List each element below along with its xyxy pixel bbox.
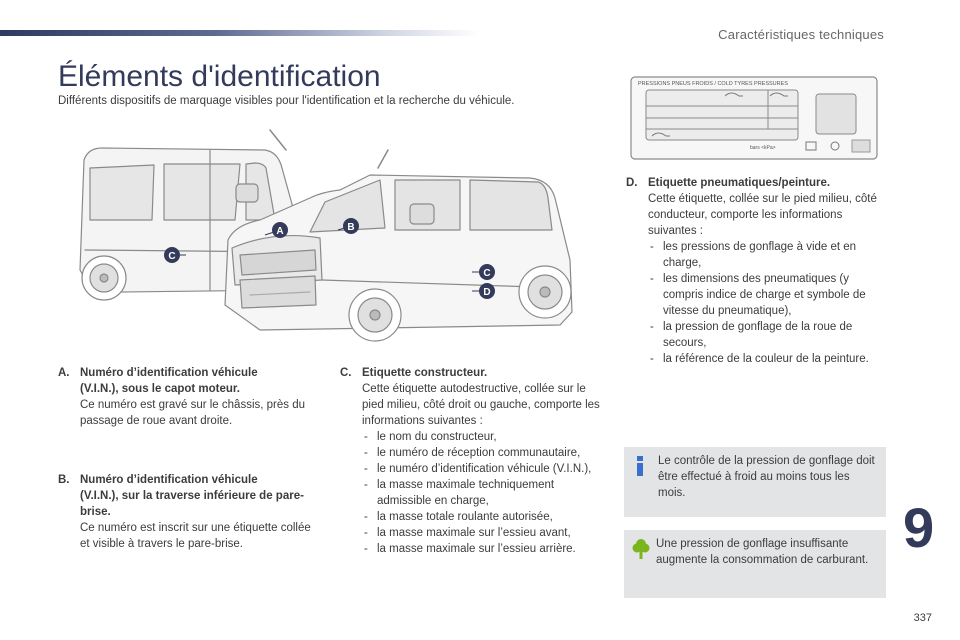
item-c-body: Cette étiquette autodestructive, collée sur le pied milieu, côté droit ou gauche, comporte les informations suivantes : (362, 383, 600, 427)
list-item: - la pression de gonflage de la roue de secours, (648, 319, 891, 351)
item-d-header (626, 175, 891, 191)
info-note-text: Le contrôle de la pression de gonflage doit être effectué à froid au moins tous les mois. (658, 455, 875, 499)
item-b-vin-windscreen (58, 472, 318, 552)
svg-text:PRESSIONS PNEUS FROIDS / COLD: PRESSIONS PNEUS FROIDS / COLD TYRES PRESSURES (638, 81, 788, 87)
page-title: Éléments d'identification (58, 60, 381, 93)
item-c-header (340, 365, 610, 381)
item-a-title-line1: Numéro d’identification véhicule (80, 367, 258, 379)
eco-note (624, 530, 886, 598)
page-subtitle: Différents dispositifs de marquage visibles pour l'identification et la recherche du véhicule. (58, 95, 515, 107)
item-b-title-line2: (V.I.N.), sur la traverse inférieure de pare-brise. (80, 490, 304, 518)
item-b-header (58, 472, 318, 488)
item-c-title: Etiquette constructeur. (362, 367, 488, 379)
info-note (624, 447, 886, 517)
eco-note-text: Une pression de gonflage insuffisante augmente la consommation de carburant. (656, 538, 869, 566)
item-d-letter: D. (626, 177, 638, 189)
item-c-list (340, 429, 610, 557)
list-item: - la référence de la couleur de la peinture. (648, 351, 891, 367)
leaf-tree-icon (632, 538, 650, 560)
svg-text:B: B (347, 222, 355, 233)
list-item: - le numéro d’identification véhicule (V.I.N.), (362, 461, 610, 477)
item-b-letter: B. (58, 474, 70, 486)
item-d-list (626, 239, 891, 367)
svg-text:C: C (483, 268, 491, 279)
list-item: - les pressions de gonflage à vide et en charge, (648, 239, 891, 271)
svg-text:bars <kPa>: bars <kPa> (750, 145, 776, 151)
header-gradient-bar (0, 30, 480, 36)
list-item: - le nom du constructeur, (362, 429, 610, 445)
svg-text:D: D (483, 287, 491, 298)
list-item: - la masse totale roulante autorisée, (362, 509, 610, 525)
page-number: 337 (913, 612, 932, 624)
item-a-body: Ce numéro est gravé sur le châssis, près du passage de roue avant droite. (80, 399, 305, 427)
list-item: - les dimensions des pneumatiques (y compris indice de charge et symbole de vitesse du pneumatique), (648, 271, 891, 319)
item-c-manufacturer-label (340, 365, 610, 557)
item-c-letter: C. (340, 367, 352, 379)
list-item: - la masse maximale sur l’essieu arrière. (362, 541, 610, 557)
item-d-tyre-paint-label (626, 175, 891, 367)
item-a-title-line2: (V.I.N.), sous le capot moteur. (80, 383, 240, 395)
item-a-letter: A. (58, 367, 70, 379)
item-b-body: Ce numéro est inscrit sur une étiquette collée et visible à travers le pare-brise. (80, 522, 311, 550)
item-b-title-line1: Numéro d’identification véhicule (80, 474, 258, 486)
list-item: - la masse maximale techniquement admissible en charge, (362, 477, 610, 509)
vehicle-illustration (60, 120, 595, 350)
tyre-label-illustration (630, 76, 878, 160)
item-d-title: Etiquette pneumatiques/peinture. (648, 177, 831, 189)
svg-text:C: C (168, 251, 176, 262)
list-item: - la masse maximale sur l’essieu avant, (362, 525, 610, 541)
item-a-vin-under-bonnet (58, 365, 318, 429)
item-d-body: Cette étiquette, collée sur le pied milieu, côté conducteur, comporte les informations suivantes : (648, 193, 877, 237)
svg-text:A: A (276, 226, 284, 237)
info-icon (632, 455, 648, 477)
chapter-title: Caractéristiques techniques (718, 27, 884, 42)
item-a-header (58, 365, 318, 381)
chapter-number: 9 (903, 496, 935, 559)
list-item: - le numéro de réception communautaire, (362, 445, 610, 461)
